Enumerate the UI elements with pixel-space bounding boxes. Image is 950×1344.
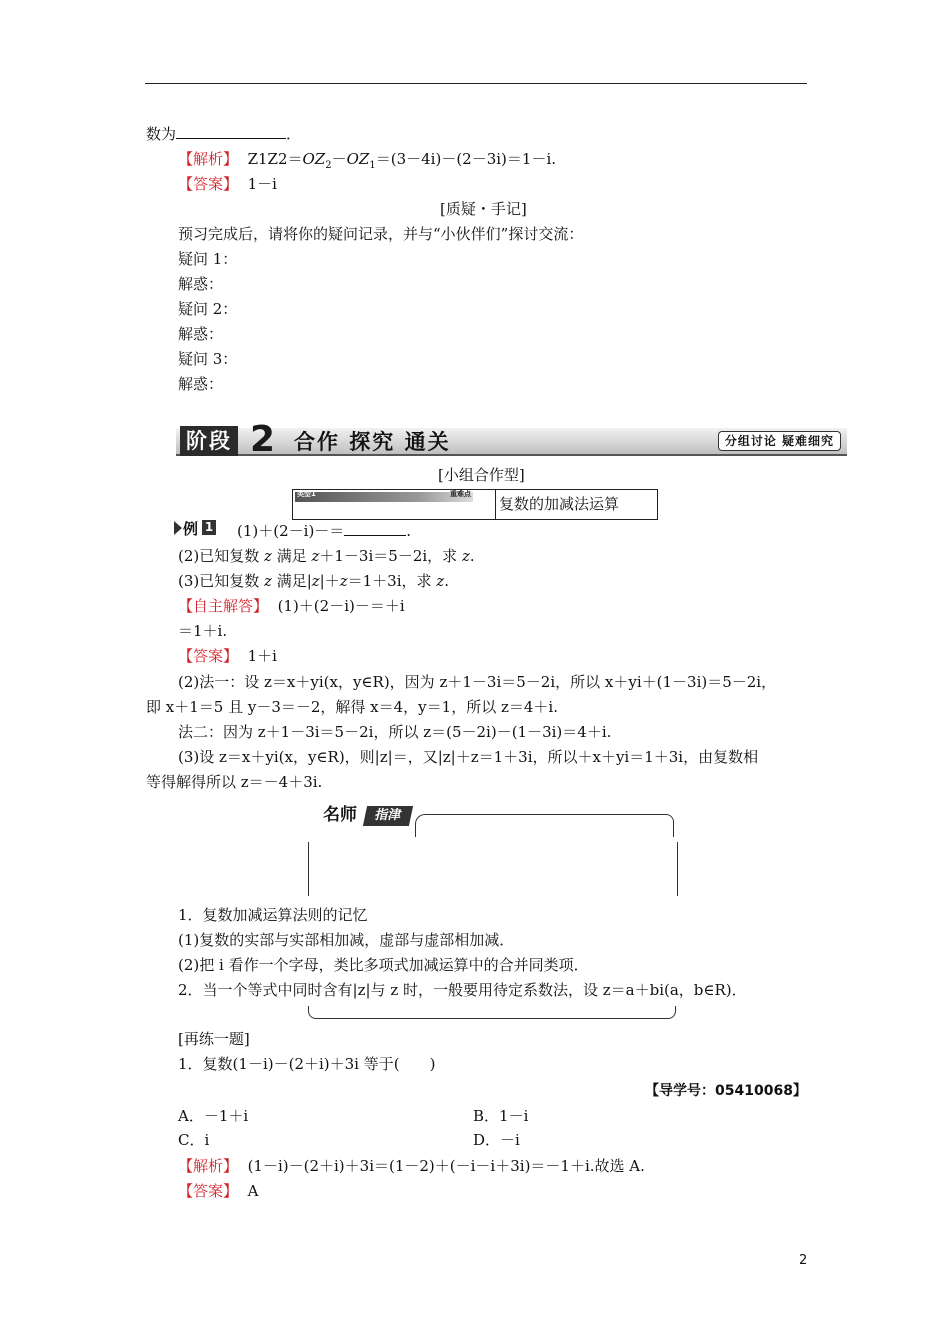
answer-blank bbox=[344, 521, 406, 536]
mentor-point-2: (1)复数的实部与实部相加减，虚部与虚部相加减． bbox=[178, 931, 515, 949]
practice-answer: 【答案】 A bbox=[178, 1182, 259, 1200]
mentor-header: 名师 指津 bbox=[315, 804, 675, 836]
question-3: 疑问 3： bbox=[178, 350, 238, 368]
stage-banner bbox=[176, 419, 847, 460]
stage-word: 阶段 bbox=[180, 426, 238, 456]
triangle-icon bbox=[174, 521, 182, 535]
method-line-1: (2)法一：设 z＝x＋yi(x，y∈R)，因为 z＋1－3i＝5－2i，所以 x＋yi＋(1－3i)＝5－2i， bbox=[178, 673, 777, 691]
type-title: 复数的加减法运算 bbox=[499, 495, 620, 513]
example-q2: (2)已知复数 z 满足 z＋1－3i＝5－2i，求 z. bbox=[178, 547, 475, 565]
type-box bbox=[292, 489, 658, 520]
mentor-tag: 指津 bbox=[363, 806, 413, 826]
self-answer-line-2: ＝1＋i. bbox=[178, 622, 228, 640]
mentor-top-line bbox=[425, 814, 674, 837]
answer-2: 解惑： bbox=[178, 325, 224, 343]
mentor-point-1: 1．复数加减运算法则的记忆 bbox=[178, 906, 368, 924]
stage-tag: 分组讨论 疑难细究 bbox=[718, 431, 841, 451]
mentor-bottom-line bbox=[308, 1006, 676, 1019]
method-line-2: 即 x＋1＝5 且 y－3＝－2，解得 x＝4，y＝1，所以 z＝4＋i. bbox=[146, 698, 558, 716]
option-d: D．－i bbox=[473, 1131, 520, 1149]
practice-question: 1．复数(1－i)－(2＋i)＋3i 等于( ) bbox=[178, 1055, 436, 1073]
method-line-5: 等得解得所以 z＝－4＋3i. bbox=[146, 773, 323, 791]
answer-blank bbox=[176, 124, 286, 139]
fill-blank-line: 数为 ． bbox=[146, 125, 302, 143]
practice-heading: [再练一题] bbox=[178, 1030, 250, 1048]
mentor-point-4: 2．当一个等式中同时含有|z|与 z 时，一般要用待定系数法，设 z＝a＋bi(a，b∈R)． bbox=[178, 981, 747, 999]
method-line-3: 法二：因为 z＋1－3i＝5－2i，所以 z＝(5－2i)－(1－3i)＝4＋i. bbox=[178, 723, 612, 741]
mentor-point-3: (2)把 i 看作一个字母，类比多项式加减运算中的合并同类项． bbox=[178, 956, 589, 974]
type-separator bbox=[495, 490, 496, 519]
group-heading: [小组合作型] bbox=[438, 466, 525, 484]
analysis-line-1: 【解析】 $Z1Z2=OZ_2-OZ_1=(3-4i)-(2-3i)=1-i$. bbox=[178, 150, 557, 171]
guide-number: 【导学号：05410068】 bbox=[645, 1083, 807, 1099]
notes-intro: 预习完成后，请将你的疑问记录，并与“小伙伴们”探讨交流： bbox=[178, 225, 584, 243]
option-a: A．－1＋i bbox=[178, 1107, 249, 1125]
self-answer-line: 【自主解答】 (1)＋(2－i)－＝＋i bbox=[178, 597, 405, 615]
answer-1: 解惑： bbox=[178, 275, 224, 293]
practice-analysis: 【解析】 (1－i)－(2＋i)＋3i＝(1－2)＋(－i－i＋3i)＝－1＋i.故选 A. bbox=[178, 1157, 645, 1175]
type-tag: 类型1 重难点 bbox=[295, 492, 473, 502]
question-2: 疑问 2： bbox=[178, 300, 238, 318]
mentor-side-lines bbox=[308, 842, 678, 896]
question-1: 疑问 1： bbox=[178, 250, 238, 268]
notes-heading: [质疑・手记] bbox=[440, 200, 527, 218]
stage-title: 合作 探究 通关 bbox=[294, 430, 451, 454]
answer-line-1: 【答案】 1－i bbox=[178, 175, 277, 193]
example-q1: (1)＋(2－i)－＝ . bbox=[237, 522, 412, 540]
example-q3: (3)已知复数 z 满足|z|＋z＝1＋3i，求 z. bbox=[178, 572, 449, 590]
page-number: 2 bbox=[799, 1253, 808, 1268]
option-c: C．i bbox=[178, 1131, 210, 1149]
method-line-4: (3)设 z＝x＋yi(x，y∈R)，则|z|＝，又|z|＋z＝1＋3i，所以＋x＋yi＝1＋3i，由复数相 bbox=[178, 748, 759, 766]
header-rule bbox=[145, 83, 807, 84]
example-answer: 【答案】 1＋i bbox=[178, 647, 277, 665]
option-b: B．1－i bbox=[473, 1107, 529, 1125]
answer-3: 解惑： bbox=[178, 375, 224, 393]
stage-number: 2 bbox=[250, 419, 276, 460]
